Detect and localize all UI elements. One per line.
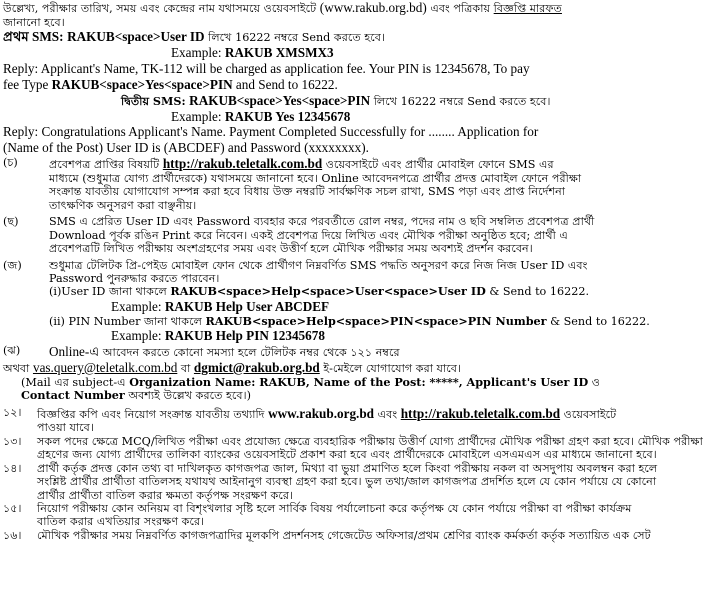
item-cha: (চ) প্রবেশপত্র প্রাপ্তির বিষয়টি http://rakub.teletalk.com.bd ওয়েবসাইটে এবং প্রার্থীর মোবাইল ফোনে SMS এর মাধ্যমে (শুধুমাত্র যোগ্য প্রার্থীদেরকে) যথাসময়ে জানানো হবে। Online আবেদনপত্রে প্রার্থীর প্রদত্ত মোবাইল ফোনে পরীক্ষা সংক্রান্ত যাবতীয় যোগাযোগ সম্পন্ন করা হবে বিধায় উক্ত নম্বরটি সার্বক্ষণিক সচল রাখা, SMS পড়া এবং প্রাপ্ত নির্দেশনা তাৎক্ষণিক অনুসরণ করা বাঞ্ছনীয়। xyxy=(3,156,582,212)
teletalk-link[interactable]: http://rakub.teletalk.com.bd xyxy=(400,405,561,421)
recover-pin: (ii) PIN Number জানা থাকলে RAKUB<space>Help<space>PIN<space>PIN Number & Send to 16222. xyxy=(49,313,650,328)
item-label: (ছ) xyxy=(3,215,19,229)
reply-1-line-1: Reply: Applicant's Name, TK-112 will be charged as application fee. Your PIN is 12345678, To pay xyxy=(3,60,530,76)
section-12: ১২। বিজ্ঞপ্তির কপি এবং নিয়োগ সংক্রান্ত যাবতীয় তথ্যাদি www.rakub.org.bd এবং http://rakub.teletalk.com.bd ওয়েবসাইটে পাওয়া যাবে। xyxy=(3,405,617,435)
second-sms-line: দ্বিতীয় SMS: RAKUB<space>Yes<space>PIN লিখে 16222 নম্বরে Send করতে হবে। xyxy=(121,92,551,108)
second-sms-command: RAKUB<space>Yes<space>PIN xyxy=(189,92,371,108)
section-16: ১৬। মৌখিক পরীক্ষার সময় নিম্নবর্ণিত কাগজপত্রাদির মূলকপি প্রদর্শনসহ গেজেটেড অফিসার/প্রথম শ্রেণির ব্যাংক কর্মকর্তা কর্তৃক সত্যায়িত এক সেট xyxy=(3,528,651,542)
section-15: ১৫। নিয়োগ পরীক্ষায় কোন অনিয়ম বা বিশৃংখলার সৃষ্টি হলে সার্বিক বিষয় পর্যালোচনা করে কর্তৃপক্ষ যে কোন পর্যায়ে পরীক্ষা বা পরীক্ষা কার্যক্রম বাতিল করার এখতিয়ার সংরক্ষণ করে। xyxy=(3,501,632,529)
email-vas-query[interactable]: vas.query@teletalk.com.bd xyxy=(32,359,178,375)
first-sms-line: প্রথম SMS: RAKUB<space>User ID লিখে 16222 নম্বরে Send করতে হবে। xyxy=(3,29,385,45)
jha-contact-line: অথবা vas.query@teletalk.com.bd বা dgmict@rakub.org.bd ই-মেইলে যোগাযোগ করা যাবে। xyxy=(3,359,461,375)
mail-subject-line-2: Contact Number অবশ্যই উল্লেখ করতে হবে।) xyxy=(21,388,252,403)
website-rakub: www.rakub.org.bd xyxy=(268,405,375,421)
reply-1-line-2: fee Type RAKUB<space>Yes<space>PIN and Send to 16222. xyxy=(3,76,338,92)
reply-2-line-2: (Name of the Post) User ID is (ABCDEF) and Password (xxxxxxxx). xyxy=(3,140,369,156)
section-13: ১৩। সকল পদের ক্ষেত্রে MCQ/লিখিত পরীক্ষা এবং প্রযোজ্য ক্ষেত্রে ব্যবহারিক পরীক্ষায় উত্তীর্ণ যোগ্য প্রার্থীদের মৌখিক পরীক্ষা গ্রহণ করা হবে। মৌখিক পরীক্ষা গ্রহণের জন্য যোগ্য প্রার্থীদের তালিকা ব্যাংকের ওয়েবসাইটে প্রকাশ করা হবে এবং প্রার্থীদেরকে মোবাইলে এসএমএস এর মাধ্যমে জানানো হবে। xyxy=(3,434,703,462)
section-number: ১৩। xyxy=(3,434,22,448)
first-sms-example: Example: RAKUB XMSMX3 xyxy=(171,45,334,61)
item-label: (জ) xyxy=(3,258,22,272)
email-dgmict[interactable]: dgmict@rakub.org.bd xyxy=(193,359,320,375)
section-number: ১৪। xyxy=(3,461,22,475)
notice-by-circular: বিজ্ঞপ্তি মারফত xyxy=(493,2,562,15)
intro-line-1: উল্লেখ্য, পরীক্ষার তারিখ, সময় এবং কেন্দ্রের নাম যথাসময়ে ওয়েবসাইটে (www.rakub.org.bd) এবং পত্রিকায় বিজ্ঞপ্তি মারফত xyxy=(3,0,562,15)
recover-pin-example: Example: RAKUB Help PIN 12345678 xyxy=(111,328,325,344)
section-number: ১৫। xyxy=(3,501,22,515)
item-label: (ঝ) xyxy=(3,343,21,357)
circular-page xyxy=(3,0,703,542)
first-sms-command: RAKUB<space>User ID xyxy=(67,29,205,45)
recover-user-id: (i)User ID জানা থাকলে RAKUB<space>Help<space>User<space>User ID & Send to 16222. xyxy=(49,284,589,299)
item-label: (চ) xyxy=(3,156,18,170)
second-sms-example: Example: RAKUB Yes 12345678 xyxy=(171,108,351,124)
section-14: ১৪। প্রার্থী কর্তৃক প্রদত্ত কোন তথ্য বা দাখিলকৃত কাগজপত্র জাল, মিথ্যা বা ভুয়া প্রমাণিত হলে কিংবা পরীক্ষায় নকল বা অসদুপায় অবলম্বন করা হলে সংশ্লিষ্ট প্রার্থীর প্রার্থীতা বাতিলসহ যথাযথ আইনানুগ ব্যবস্থা গ্রহণ করা হবে। ভুল তথ্য/জাল কাগজপত্র প্রদর্শিত হলে যে কোন পর্যায়ে যে কোনো প্রার্থীর প্রার্থীতা বাতিল করার ক্ষমতা কর্তৃপক্ষ সংরক্ষণ করে। xyxy=(3,461,658,502)
item-jha: (ঝ) Online-এ আবেদন করতে কোনো সমস্যা হলে টেলিটক নম্বর থেকে ১২১ নম্বরে xyxy=(3,343,400,359)
website-rakub: (www.rakub.org.bd) xyxy=(319,0,427,15)
section-number: ১৬। xyxy=(3,528,22,542)
section-number: ১২। xyxy=(3,405,22,419)
intro-line-2: জানানো হবে। xyxy=(3,15,65,29)
mail-subject-line-1: (Mail এর subject-এ Organization Name: RAKUB, Name of the Post: *****, Applicant's User ID ও xyxy=(21,374,601,389)
teletalk-link[interactable]: http://rakub.teletalk.com.bd xyxy=(162,156,323,172)
reply-2-line-1: Reply: Congratulations Applicant's Name. Payment Completed Successfully for ........ Application for xyxy=(3,124,539,140)
item-chha: (ছ) SMS এ প্রেরিত User ID এবং Password ব্যবহার করে পরবর্তীতে রোল নম্বর, পদের নাম ও ছবি সম্বলিত প্রবেশপত্র প্রার্থী Download পূর্বক রঙিন Print করে নিবেন। একই প্রবেশপত্র দিয়ে লিখিত এবং মৌখিক পরীক্ষা অনুষ্ঠিত হবে; প্রার্থী এ প্রবেশপত্রটি লিখিত পরীক্ষায় অংশগ্রহণের সময় এবং উত্তীর্ণ হলে মৌখিক পরীক্ষার সময় অবশ্যই প্রদর্শন করবেন। xyxy=(3,215,595,256)
recover-user-id-example: Example: RAKUB Help User ABCDEF xyxy=(111,298,330,314)
item-ja: (জ) শুধুমাত্র টেলিটক প্রি-পেইড মোবাইল ফোন থেকে প্রার্থীগণ নিম্নবর্ণিত SMS পদ্ধতি অনুসরণ করে নিজ নিজ User ID এবং Password পুনরুদ্ধার করতে পারবেন। (i)User ID জানা থাকলে RAKUB<space>Help<space>User<space>User ID & Send to 16222. Example: RAKUB Help User ABCDEF (ii) PIN Number জানা থাকলে RAKUB<space>Help<space>PIN<space>PIN Number & Send to 16222. Example: RAKUB Help PIN 12345678 xyxy=(3,258,650,344)
